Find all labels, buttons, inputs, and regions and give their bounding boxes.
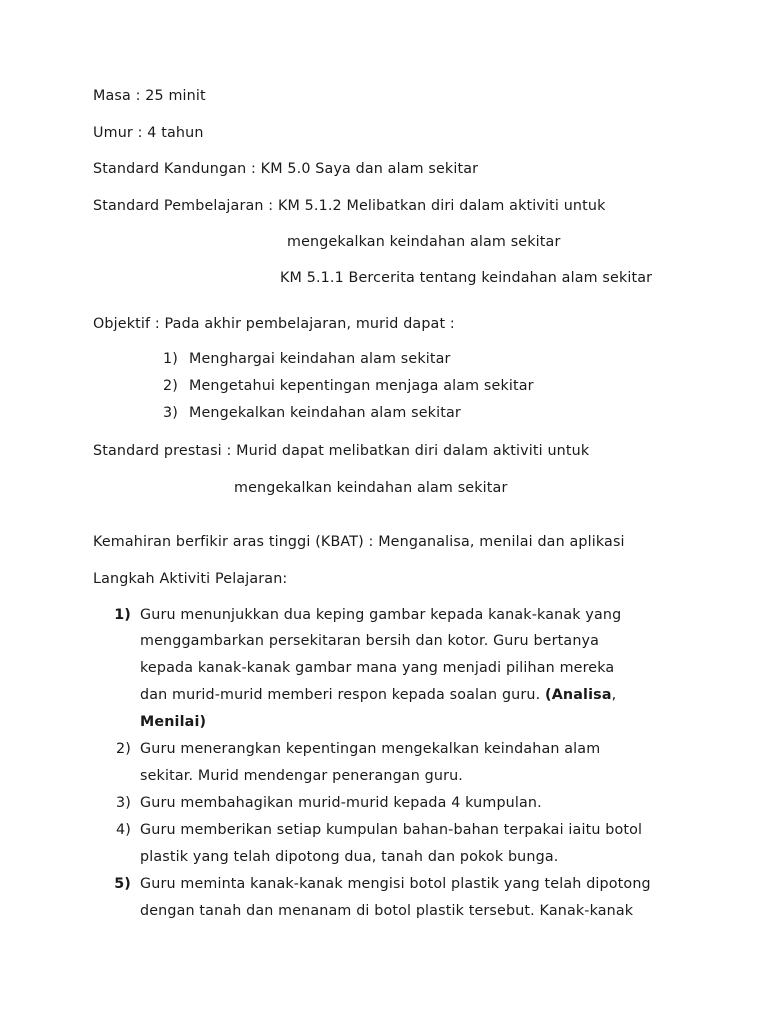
step-3-line-1: Guru membahagikan murid-murid kepada 4 kumpulan. (140, 795, 542, 811)
step-2-line-2: sekitar. Murid mendengar penerangan guru. (140, 768, 463, 784)
step-4-line-1: Guru memberikan setiap kumpulan bahan-bahan terpakai iaitu botol (140, 822, 643, 838)
objektif-item-number: 3) (163, 405, 178, 421)
objektif-item-number: 1) (163, 351, 178, 367)
step-number: 3) (116, 795, 131, 811)
langkah-title: Langkah Aktiviti Pelajaran: (93, 571, 288, 587)
standard-pembelajaran-line-1: Standard Pembelajaran : KM 5.1.2 Melibatkan diri dalam aktiviti untuk (93, 198, 606, 214)
step-1-line-2: menggambarkan persekitaran bersih dan kotor. Guru bertanya (140, 633, 600, 649)
analisa-tag: (Analisa (545, 687, 612, 703)
objektif-intro: Objektif : Pada akhir pembelajaran, murid dapat : (93, 316, 455, 332)
standard-pembelajaran-line-2: mengekalkan keindahan alam sekitar (287, 234, 561, 250)
menilai-tag: Menilai) (140, 714, 207, 730)
umur-line: Umur : 4 tahun (93, 125, 204, 141)
step-1-line-1: Guru menunjukkan dua keping gambar kepada kanak-kanak yang (140, 607, 622, 623)
step-4-line-2: plastik yang telah dipotong dua, tanah dan pokok bunga. (140, 849, 559, 865)
step-number: 2) (116, 741, 131, 757)
standard-prestasi-line-1: Standard prestasi : Murid dapat melibatkan diri dalam aktiviti untuk (93, 443, 590, 459)
step-number: 4) (116, 822, 131, 838)
objektif-item-text: Menghargai keindahan alam sekitar (189, 351, 451, 367)
masa-line: Masa : 25 minit (93, 88, 206, 104)
step-5-line-1: Guru meminta kanak-kanak mengisi botol plastik yang telah dipotong (140, 876, 651, 892)
step-2-line-1: Guru menerangkan kepentingan mengekalkan keindahan alam (140, 741, 601, 757)
objektif-item-number: 2) (163, 378, 178, 394)
objektif-item-text: Mengekalkan keindahan alam sekitar (189, 405, 461, 421)
standard-pembelajaran-line-3: KM 5.1.1 Bercerita tentang keindahan alam sekitar (280, 270, 653, 286)
step-1-line-4-text: dan murid-murid memberi respon kepada soalan guru. (140, 687, 546, 703)
objektif-item-text: Mengetahui kepentingan menjaga alam sekitar (189, 378, 534, 394)
step-1-line-3: kepada kanak-kanak gambar mana yang menjadi pilihan mereka (140, 660, 615, 676)
step-1-line-4 (140, 685, 616, 705)
standard-kandungan-line: Standard Kandungan : KM 5.0 Saya dan alam sekitar (93, 161, 479, 177)
kbat-line: Kemahiran berfikir aras tinggi (KBAT) : Menganalisa, menilai dan aplikasi (93, 534, 625, 550)
step-number: 1) (114, 607, 131, 623)
comma: , (611, 687, 617, 703)
step-number: 5) (114, 876, 131, 892)
step-5-line-2: dengan tanah dan menanam di botol plastik tersebut. Kanak-kanak (140, 903, 634, 919)
standard-prestasi-line-2: mengekalkan keindahan alam sekitar (234, 480, 508, 496)
